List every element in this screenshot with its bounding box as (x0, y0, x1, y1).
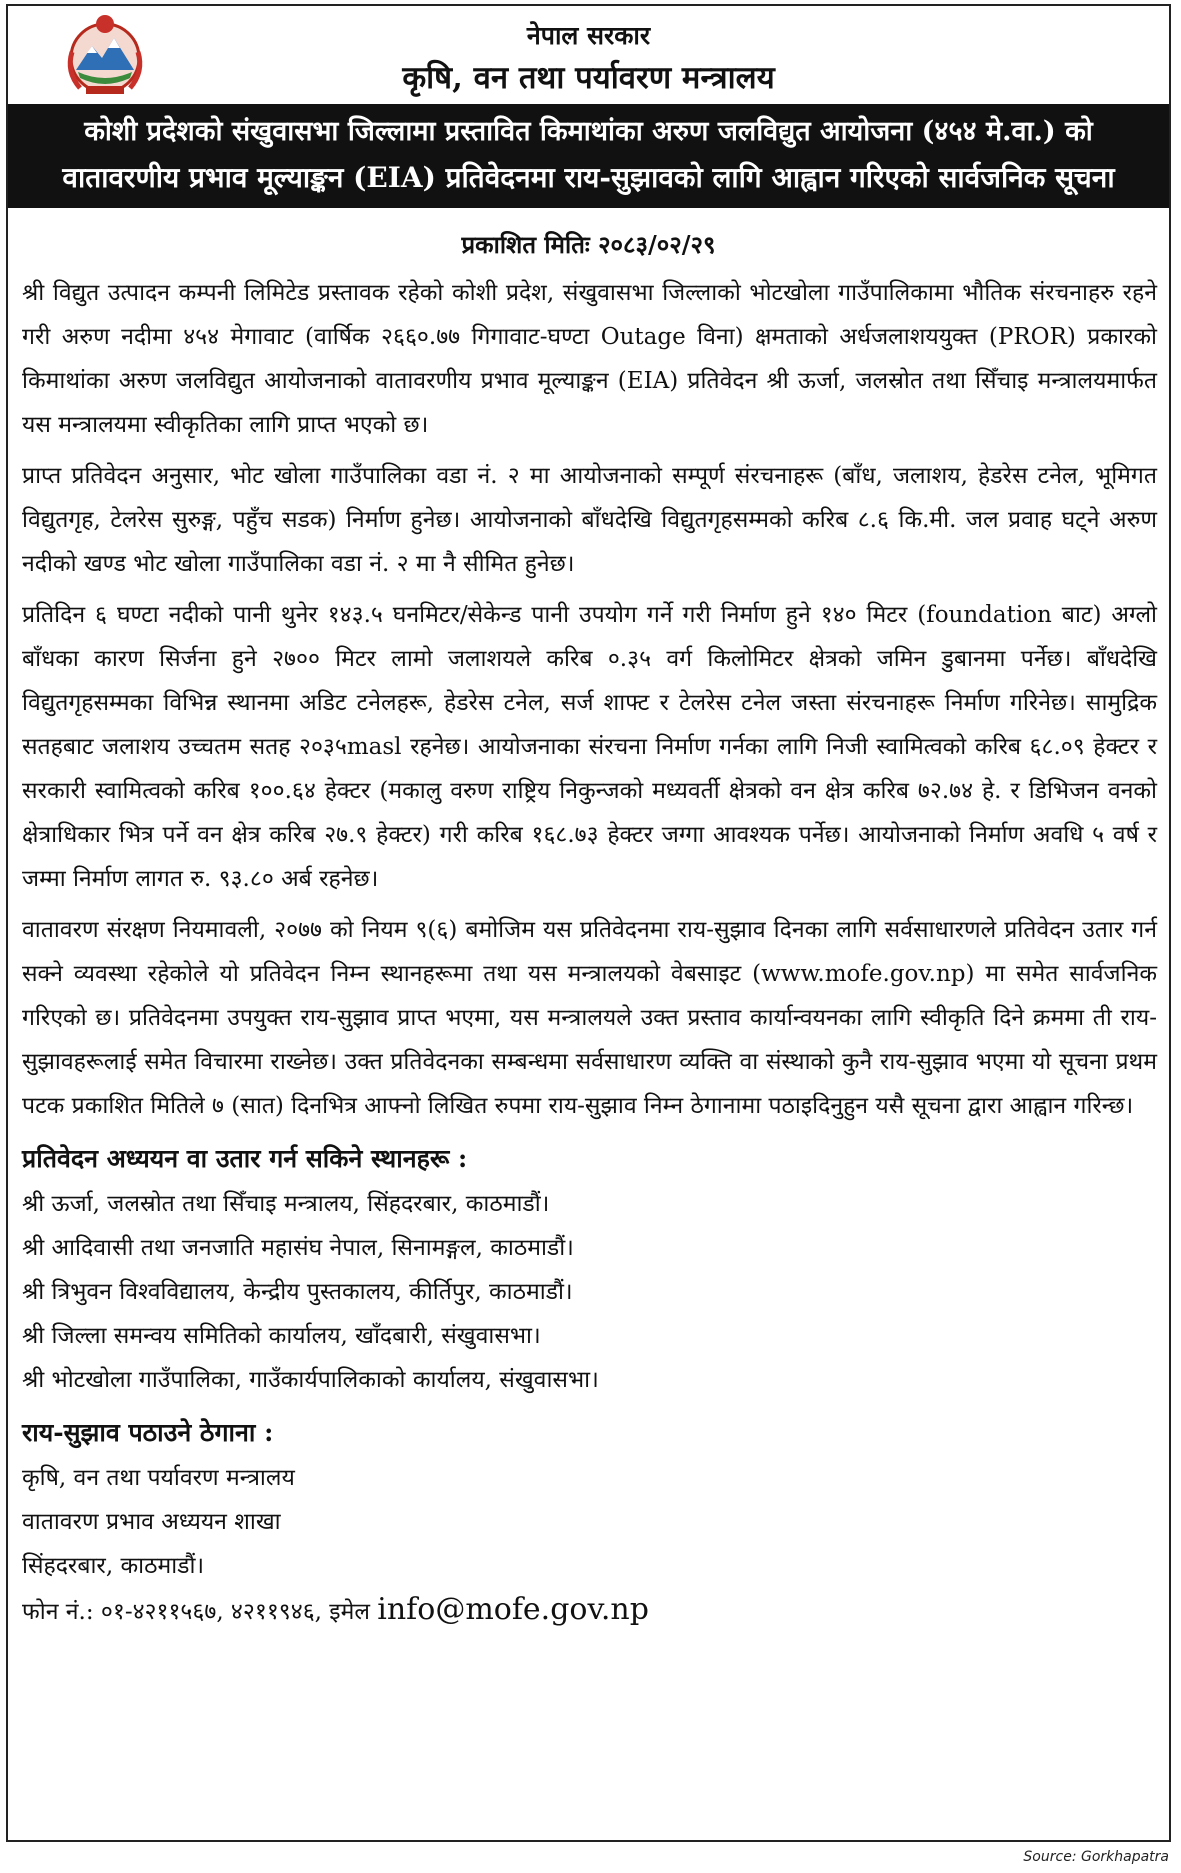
list-item: श्री आदिवासी तथा जनजाति महासंघ नेपाल, सिनामङ्गल, काठमाडौं। (22, 1235, 574, 1261)
address-line: सिंहदरबार, काठमाडौं। (22, 1553, 205, 1579)
publication-date: प्रकाशित मितिः २०८३/०२/२९ (461, 230, 716, 259)
ministry-name: कृषि, वन तथा पर्यावरण मन्त्रालय (402, 60, 775, 96)
locations-heading: प्रतिवेदन अध्ययन वा उतार गर्न सकिने स्थानहरू : (22, 1144, 468, 1173)
email-link[interactable]: info@mofe.gov.np (377, 1592, 649, 1627)
paragraph: वातावरण संरक्षण नियमावली, २०७७ को नियम ९(६) बमोजिम यस प्रतिवेदनमा राय-सुझाव दिनका लागि सर्वसाधारणले प्रतिवेदन उतार गर्न सक्ने व्यवस्था रहेकोले यो प्रतिवेदन निम्न स्थानहरूमा तथा यस मन्त्रालयको वेबसाइट (www.mofe.gov.np) मा समेत सार्वजनिक गरिएको छ। प्रतिवेदनमा उपयुक्त राय-सुझाव प्राप्त भएमा, यस मन्त्रालयले उक्त प्रस्ताव कार्यान्वयनका लागि स्वीकृति दिने क्रममा ती राय-सुझावहरूलाई समेत विचारमा राख्नेछ। उक्त प्रतिवेदनका सम्बन्धमा सर्वसाधारण व्यक्ति वा संस्थाको कुनै राय-सुझाव भएमा यो सूचना प्रथम पटक प्रकाशित मितिले ७ (सात) दिनभित्र आफ्नो लिखित रुपमा राय-सुझाव निम्न ठेगानामा पठाइदिनुहुन यसै सूचना द्वारा आह्वान गरिन्छ। (22, 917, 1157, 1119)
address-block (8, 1456, 1169, 1634)
notice-title-bar (8, 104, 1169, 208)
list-item: श्री भोटखोला गाउँपालिका, गाउँकार्यपालिकाको कार्यालय, संखुवासभा। (22, 1367, 599, 1393)
address-line: कृषि, वन तथा पर्यावरण मन्त्रालय (22, 1465, 295, 1491)
address-heading: राय-सुझाव पठाउने ठेगाना : (22, 1418, 274, 1447)
title-line-2: वातावरणीय प्रभाव मूल्याङ्कन (EIA) प्रतिवेदनमा राय-सुझावको लागि आह्वान गरिएको सार्वजनिक सूचना (62, 161, 1115, 194)
notice-body (8, 271, 1169, 1128)
government-name: नेपाल सरकार (526, 21, 651, 50)
list-item: श्री जिल्ला समन्वय समितिको कार्यालय, खाँदबारी, संखुवासभा। (22, 1323, 541, 1349)
address-line: वातावरण प्रभाव अध्ययन शाखा (22, 1509, 281, 1535)
notice-header (8, 6, 1169, 104)
notice-frame (6, 4, 1171, 1842)
phone-numbers: फोन नं.: ०१-४२११५६७, ४२११९४६, इमेल (22, 1599, 370, 1625)
list-item: श्री त्रिभुवन विश्वविद्यालय, केन्द्रीय पुस्तकालय, कीर्तिपुर, काठमाडौं। (22, 1279, 573, 1305)
list-item: श्री ऊर्जा, जलस्रोत तथा सिँचाइ मन्त्रालय, सिंहदरबार, काठमाडौं। (22, 1191, 550, 1217)
locations-list (8, 1182, 1169, 1402)
contact-line (22, 1588, 1157, 1634)
paragraph: प्रतिदिन ६ घण्टा नदीको पानी थुनेर १४३.५ घनमिटर/सेकेन्ड पानी उपयोग गर्ने गरी निर्माण हुने १४० मिटर (foundation बाट) अग्लो बाँधका कारण सिर्जना हुने २७०० मिटर लामो जलाशयले करिब ०.३५ वर्ग किलोमिटर क्षेत्रको जमिन डुबानमा पर्नेछ। बाँधदेखि विद्युतगृहसम्मका विभिन्न स्थानमा अडिट टनेलहरू, हेडरेस टनेल, सर्ज शाफ्ट र टेलरेस टनेल जस्ता संरचनाहरू निर्माण गरिनेछ। सामुद्रिक सतहबाट जलाशय उच्चतम सतह २०३५masl रहनेछ। आयोजनाका संरचना निर्माण गर्नका लागि निजी स्वामित्वको करिब ६८.०९ हेक्टर र सरकारी स्वामित्वको करिब १००.६४ हेक्टर (मकालु वरुण राष्ट्रिय निकुन्जको मध्यवर्ती क्षेत्रको वन क्षेत्र करिब ७२.७४ हे. र डिभिजन वनको क्षेत्राधिकार भित्र पर्ने वन क्षेत्र करिब २७.९ हेक्टर) गरी करिब १६८.७३ हेक्टर जग्गा आवश्यक पर्नेछ। आयोजनाको निर्माण अवधि ५ वर्ष र जम्मा निर्माण लागत रु. ९३.८० अर्ब रहनेछ। (22, 602, 1157, 892)
title-line-1: कोशी प्रदेशको संखुवासभा जिल्लामा प्रस्तावित किमाथांका अरुण जलविद्युत आयोजना (४५४ मे.वा.) को (84, 116, 1093, 147)
source-credit: Source: Gorkhapatra (1023, 1849, 1169, 1865)
paragraph: प्राप्त प्रतिवेदन अनुसार, भोट खोला गाउँपालिका वडा नं. २ मा आयोजनाको सम्पूर्ण संरचनाहरू (बाँध, जलाशय, हेडरेस टनेल, भूमिगत विद्युतगृह, टेलरेस सुरुङ्ग, पहुँच सडक) निर्माण हुनेछ। आयोजनाको बाँधदेखि विद्युतगृहसम्मको करिब ८.६ कि.मी. जल प्रवाह घट्ने अरुण नदीको खण्ड भोट खोला गाउँपालिका वडा नं. २ मा नै सीमित हुनेछ। (22, 463, 1157, 577)
paragraph: श्री विद्युत उत्पादन कम्पनी लिमिटेड प्रस्तावक रहेको कोशी प्रदेश, संखुवासभा जिल्लाको भोटखोला गाउँपालिकामा भौतिक संरचनाहरु रहने गरी अरुण नदीमा ४५४ मेगावाट (वार्षिक २६६०.७७ गिगावाट-घण्टा Outage विना) क्षमताको अर्धजलाशययुक्त (PROR) प्रकारको किमाथांका अरुण जलविद्युत आयोजनाको वातावरणीय प्रभाव मूल्याङ्कन (EIA) प्रतिवेदन श्री ऊर्जा, जलस्रोत तथा सिँचाइ मन्त्रालयमार्फत यस मन्त्रालयमा स्वीकृतिका लागि प्राप्त भएको छ। (22, 280, 1157, 438)
